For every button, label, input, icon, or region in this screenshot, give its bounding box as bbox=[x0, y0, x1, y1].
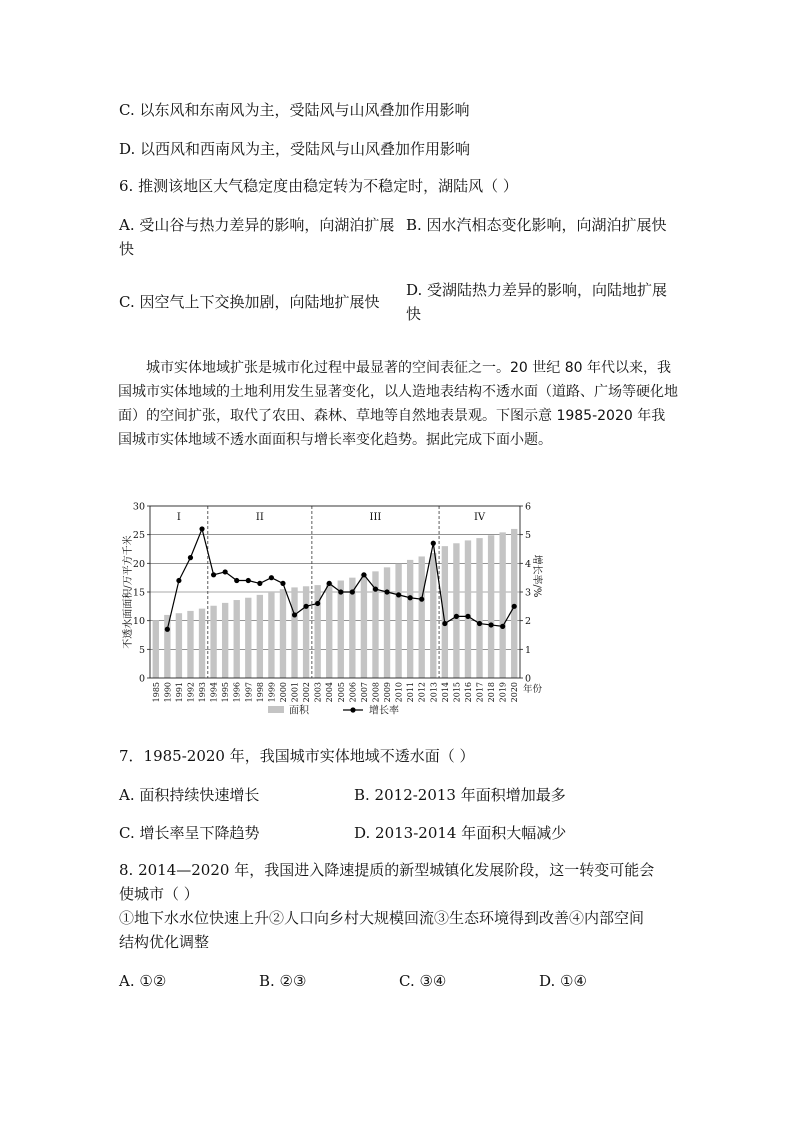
q6-option-c: C. 因空气上下交换加剧，向陆地扩展快 bbox=[119, 293, 380, 311]
x-tick-label: 1995 bbox=[221, 682, 231, 703]
x-tick-label: 1997 bbox=[244, 682, 254, 703]
area-bar bbox=[234, 600, 240, 678]
q8-option-a: A. ①② bbox=[119, 972, 167, 990]
x-tick-label: 1992 bbox=[186, 682, 196, 703]
x-unit: 年份 bbox=[523, 684, 543, 695]
growth-rate-point bbox=[419, 597, 424, 602]
y-tick-label: 10 bbox=[132, 616, 145, 628]
area-bar bbox=[361, 574, 367, 678]
y2-tick-label: 5 bbox=[525, 530, 532, 542]
area-bar bbox=[303, 586, 309, 678]
y2-tick-label: 3 bbox=[525, 587, 532, 599]
growth-rate-point bbox=[315, 601, 320, 606]
q5-option-d: D. 以西风和西南风为主，受陆风与山风叠加作用影响 bbox=[119, 140, 471, 158]
x-tick-label: 2002 bbox=[302, 682, 312, 703]
legend-bar-swatch bbox=[268, 706, 284, 713]
x-tick-label: 2007 bbox=[359, 682, 369, 703]
area-bar bbox=[407, 560, 413, 678]
growth-rate-point bbox=[488, 622, 493, 627]
q8-items-line1: ①地下水水位快速上升②人口向乡村大规模回流③生态环境得到改善④内部空间 bbox=[119, 909, 645, 927]
impervious-surface-chart bbox=[118, 495, 543, 725]
y-tick-label: 25 bbox=[132, 530, 145, 542]
legend-line-marker bbox=[350, 707, 355, 712]
growth-rate-point bbox=[176, 578, 181, 583]
x-tick-label: 2010 bbox=[394, 682, 404, 703]
x-tick-label: 1996 bbox=[232, 682, 242, 703]
area-bar bbox=[338, 581, 344, 678]
growth-rate-point bbox=[269, 575, 274, 580]
x-tick-label: 2017 bbox=[475, 682, 485, 703]
area-bar bbox=[257, 595, 263, 678]
y-tick-label: 5 bbox=[138, 644, 145, 656]
y-axis-label: 不透水面面积/万平方千米 bbox=[123, 535, 134, 649]
area-bar bbox=[384, 567, 390, 678]
x-tick-label: 1999 bbox=[267, 682, 277, 703]
growth-rate-point bbox=[303, 604, 308, 609]
x-tick-label: 2019 bbox=[498, 682, 508, 703]
q7-option-c: C. 增长率呈下降趋势 bbox=[119, 824, 260, 842]
y2-tick-label: 2 bbox=[525, 616, 532, 628]
area-bar bbox=[511, 529, 517, 678]
area-bar bbox=[280, 589, 286, 678]
x-tick-label: 1990 bbox=[163, 682, 173, 703]
x-tick-label: 2018 bbox=[487, 682, 497, 703]
q8-stem-line2: 使城市（ ） bbox=[119, 885, 199, 903]
area-bar bbox=[453, 543, 459, 678]
area-bar bbox=[187, 611, 193, 678]
growth-rate-point bbox=[454, 614, 459, 619]
q6-option-a: A. 受山谷与热力差异的影响，向湖泊扩展快 bbox=[119, 216, 395, 258]
area-bar bbox=[199, 609, 205, 678]
growth-rate-point bbox=[442, 621, 447, 626]
y-tick-label: 15 bbox=[132, 587, 145, 599]
growth-rate-point bbox=[500, 624, 505, 629]
growth-rate-point bbox=[465, 614, 470, 619]
stage-label: II bbox=[255, 512, 264, 523]
x-tick-label: 2001 bbox=[290, 682, 300, 703]
x-tick-label: 2013 bbox=[429, 682, 439, 703]
growth-rate-point bbox=[512, 604, 517, 609]
y2-axis-label: 增长率/% bbox=[531, 554, 542, 598]
x-tick-label: 2008 bbox=[371, 682, 381, 703]
x-tick-label: 2000 bbox=[278, 682, 288, 703]
y2-tick-label: 0 bbox=[525, 673, 532, 685]
area-bar bbox=[268, 592, 274, 678]
growth-rate-point bbox=[211, 572, 216, 577]
stage-label: I bbox=[176, 512, 181, 523]
area-bar bbox=[176, 613, 182, 678]
x-tick-label: 2006 bbox=[348, 682, 358, 703]
growth-rate-point bbox=[396, 592, 401, 597]
x-tick-label: 2015 bbox=[452, 682, 462, 703]
x-tick-label: 2003 bbox=[313, 682, 323, 703]
area-bar bbox=[210, 606, 216, 678]
x-tick-label: 2009 bbox=[383, 682, 393, 703]
area-bar bbox=[291, 587, 297, 678]
x-tick-label: 1985 bbox=[151, 682, 161, 703]
chart-grid bbox=[150, 535, 520, 650]
q6-stem: 6. 推测该地区大气稳定度由稳定转为不稳定时，湖陆风（ ） bbox=[119, 177, 518, 195]
area-bar bbox=[476, 538, 482, 678]
growth-rate-point bbox=[477, 621, 482, 626]
stage-label: III bbox=[369, 512, 382, 523]
legend-bar-label: 面积 bbox=[289, 705, 309, 717]
x-tick-label: 2014 bbox=[440, 682, 450, 703]
area-bar bbox=[164, 615, 170, 678]
x-tick-label: 1991 bbox=[174, 682, 184, 703]
q7-stem: 7．1985-2020 年，我国城市实体地域不透水面（ ） bbox=[119, 747, 475, 765]
area-bar bbox=[430, 553, 436, 678]
growth-rate-point bbox=[292, 612, 297, 617]
growth-rate-point bbox=[246, 578, 251, 583]
growth-rate-point bbox=[361, 572, 366, 577]
area-bar bbox=[245, 598, 251, 678]
y2-tick-label: 6 bbox=[525, 501, 532, 513]
growth-rate-point bbox=[373, 587, 378, 592]
growth-rate-point bbox=[199, 526, 204, 531]
x-tick-label: 2012 bbox=[417, 682, 427, 703]
x-tick-label: 1998 bbox=[255, 682, 265, 703]
q5-option-c: C. 以东风和东南风为主，受陆风与山风叠加作用影响 bbox=[119, 101, 470, 119]
growth-rate-point bbox=[257, 581, 262, 586]
area-bar bbox=[419, 556, 425, 678]
growth-rate-point bbox=[188, 555, 193, 560]
reading-passage: 城市实体地域扩张是城市化过程中最显著的空间表征之一。20 世纪 80 年代以来，我国城市实体地域的土地利用发生显著变化，以人造地表结构不透水面（道路、广场等硬化地面）的空间扩张，取代了农田、森林、草地等自然地表景观。下图示意 1985-2020 年我国城市实体地域不透水面面积与增长率变化趋势。据此完成下面小题。 bbox=[118, 360, 678, 448]
growth-rate-point bbox=[384, 589, 389, 594]
q8-items-line2: 结构优化调整 bbox=[119, 933, 210, 951]
growth-rate-point bbox=[280, 581, 285, 586]
area-bar bbox=[222, 603, 228, 678]
growth-rate-point bbox=[165, 627, 170, 632]
area-bar bbox=[488, 535, 494, 678]
y-tick-label: 30 bbox=[132, 501, 145, 513]
growth-rate-point bbox=[338, 589, 343, 594]
x-tick-label: 1993 bbox=[198, 682, 208, 703]
q8-option-c: C. ③④ bbox=[399, 972, 447, 990]
growth-rate-point bbox=[327, 581, 332, 586]
y-tick-label: 0 bbox=[138, 673, 145, 685]
growth-rate-point bbox=[350, 589, 355, 594]
q6-option-b: B. 因水汽相态变化影响，向湖泊扩展快 bbox=[406, 216, 667, 234]
area-bar bbox=[465, 540, 471, 678]
x-tick-label: 2020 bbox=[510, 682, 520, 703]
growth-rate-point bbox=[234, 578, 239, 583]
area-bar bbox=[499, 532, 505, 678]
q7-option-b: B. 2012-2013 年面积增加最多 bbox=[354, 786, 566, 804]
stage-label: IV bbox=[473, 512, 486, 523]
area-bar bbox=[395, 563, 401, 678]
y2-tick-label: 4 bbox=[525, 558, 532, 570]
y-tick-label: 20 bbox=[132, 558, 145, 570]
x-tick-label: 2004 bbox=[325, 682, 335, 703]
x-tick-label: 2016 bbox=[463, 682, 473, 703]
growth-rate-point bbox=[431, 541, 436, 546]
chart-legend bbox=[268, 704, 399, 717]
area-bar bbox=[153, 621, 159, 678]
q6-option-d: D. 受湖陆热力差异的影响，向陆地扩展快 bbox=[406, 281, 668, 323]
q8-option-d: D. ①④ bbox=[539, 972, 587, 990]
q8-option-b: B. ②③ bbox=[259, 972, 307, 990]
x-tick-label: 2005 bbox=[336, 682, 346, 703]
q7-option-d: D. 2013-2014 年面积大幅减少 bbox=[354, 824, 567, 842]
area-bar bbox=[326, 583, 332, 678]
x-tick-label: 2011 bbox=[406, 682, 416, 703]
growth-rate-point bbox=[408, 595, 413, 600]
q8-stem-line1: 8. 2014—2020 年，我国进入降速提质的新型城镇化发展阶段，这一转变可能会 bbox=[119, 861, 655, 879]
legend-line-label: 增长率 bbox=[369, 705, 399, 717]
q7-option-a: A. 面积持续快速增长 bbox=[119, 786, 260, 804]
y2-tick-label: 1 bbox=[525, 644, 532, 656]
x-tick-label: 1994 bbox=[209, 682, 219, 703]
growth-rate-point bbox=[223, 569, 228, 574]
